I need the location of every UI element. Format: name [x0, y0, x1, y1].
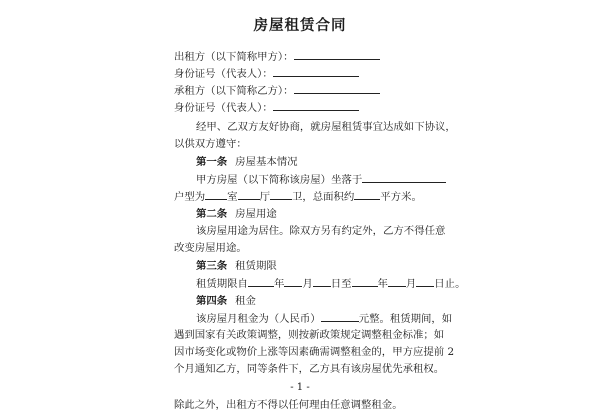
a4-line-4: 个月通知乙方，同等条件下，乙方具有该房屋优先承租权。: [174, 363, 445, 375]
article-4-heading: [196, 294, 256, 308]
lessee-line: [174, 83, 380, 98]
a1-layout-line: [174, 189, 422, 204]
a3-start-month-unit: 月: [302, 278, 313, 290]
a3-end-month-unit: 月: [405, 278, 417, 290]
article-2-heading: [196, 207, 277, 221]
a4-rent-line: [196, 311, 452, 326]
a2-line-2: 改变房屋用途。: [174, 242, 247, 254]
a3-start-month-blank: [284, 276, 302, 287]
intro-line-2: 以供双方遵守：: [174, 138, 247, 150]
a1-rooms-unit: 室: [227, 191, 238, 203]
article-4-title: 租金: [235, 295, 256, 307]
a1-halls-unit: 厅: [259, 191, 270, 203]
a4-rent-blank: [321, 311, 359, 322]
lessee-blank: [294, 83, 380, 94]
lessor-blank: [294, 49, 380, 60]
a1-baths-blank: [270, 189, 292, 200]
a1-area-unit: 平方米。: [380, 191, 422, 203]
a3-term-prefix: 租赁期限自: [196, 278, 248, 290]
a4-line-5: 除此之外，出租方不得以任何理由任意调整租金。: [174, 399, 403, 411]
lessor-line: [174, 49, 380, 64]
article-3-number: 第三条: [196, 260, 228, 272]
a3-end-year-unit: 年: [377, 278, 388, 290]
lessee-label: 承租方（以下简称乙方）：: [174, 85, 294, 97]
a4-line-3: 因市场变化或物价上涨等因素确需调整租金的，甲方应提前 2: [174, 346, 455, 358]
a1-area-blank: [354, 189, 380, 200]
a3-end-day-blank: [416, 276, 434, 287]
lessee-id-blank: [273, 100, 359, 111]
a1-location-blank: [362, 172, 446, 183]
a1-rooms-blank: [205, 189, 227, 200]
a4-line-2: 遇到国家有关政策调整，则按新政策规定调整租金标准；如: [174, 329, 445, 341]
article-1-title: 房屋基本情况: [235, 156, 298, 168]
article-2-title: 房屋用途: [235, 208, 277, 220]
a3-end-suffix: 日止。: [434, 278, 466, 290]
a3-end-year-blank: [352, 276, 378, 287]
article-3-title: 租赁期限: [235, 260, 277, 272]
a1-layout-prefix: 户型为: [174, 191, 206, 203]
article-1-heading: [196, 155, 298, 169]
lessor-id-blank: [273, 66, 359, 77]
article-4-number: 第四条: [196, 295, 228, 307]
page-number: - 1 -: [290, 382, 310, 393]
article-2-number: 第二条: [196, 208, 228, 220]
lessee-id-label: 身份证号（代表人）：: [174, 102, 273, 114]
a1-location-line: [196, 172, 446, 187]
a3-start-year-unit: 年: [273, 278, 285, 290]
lessor-id-line: [174, 66, 359, 81]
a3-start-year-blank: [248, 276, 274, 287]
document-title: 房屋租赁合同: [253, 18, 347, 34]
lessor-label: 出租方（以下简称甲方）：: [174, 51, 294, 63]
a3-term-line: [196, 276, 465, 291]
article-3-heading: [196, 259, 277, 273]
a1-area-prefix: 卫，总面积约: [291, 191, 355, 203]
a1-location-text: 甲方房屋（以下简称该房屋）坐落于: [196, 174, 363, 186]
a3-end-prefix: 日至: [330, 278, 352, 290]
a3-end-month-blank: [388, 276, 406, 287]
a4-rent-suffix: 元整。租赁期间，如: [358, 313, 453, 325]
a4-rent-prefix: 该房屋月租金为（人民币）: [196, 313, 321, 325]
lessor-id-label: 身份证号（代表人）：: [174, 68, 273, 80]
article-1-number: 第一条: [196, 156, 228, 168]
a3-start-day-blank: [313, 276, 331, 287]
intro-line-1: 经甲、乙双方友好协商，就房屋租赁事宜达成如下协议，: [196, 121, 456, 133]
a1-halls-blank: [238, 189, 260, 200]
a2-line-1: 该房屋用途为居住。除双方另有约定外，乙方不得任意: [196, 225, 446, 237]
lessee-id-line: [174, 100, 359, 115]
